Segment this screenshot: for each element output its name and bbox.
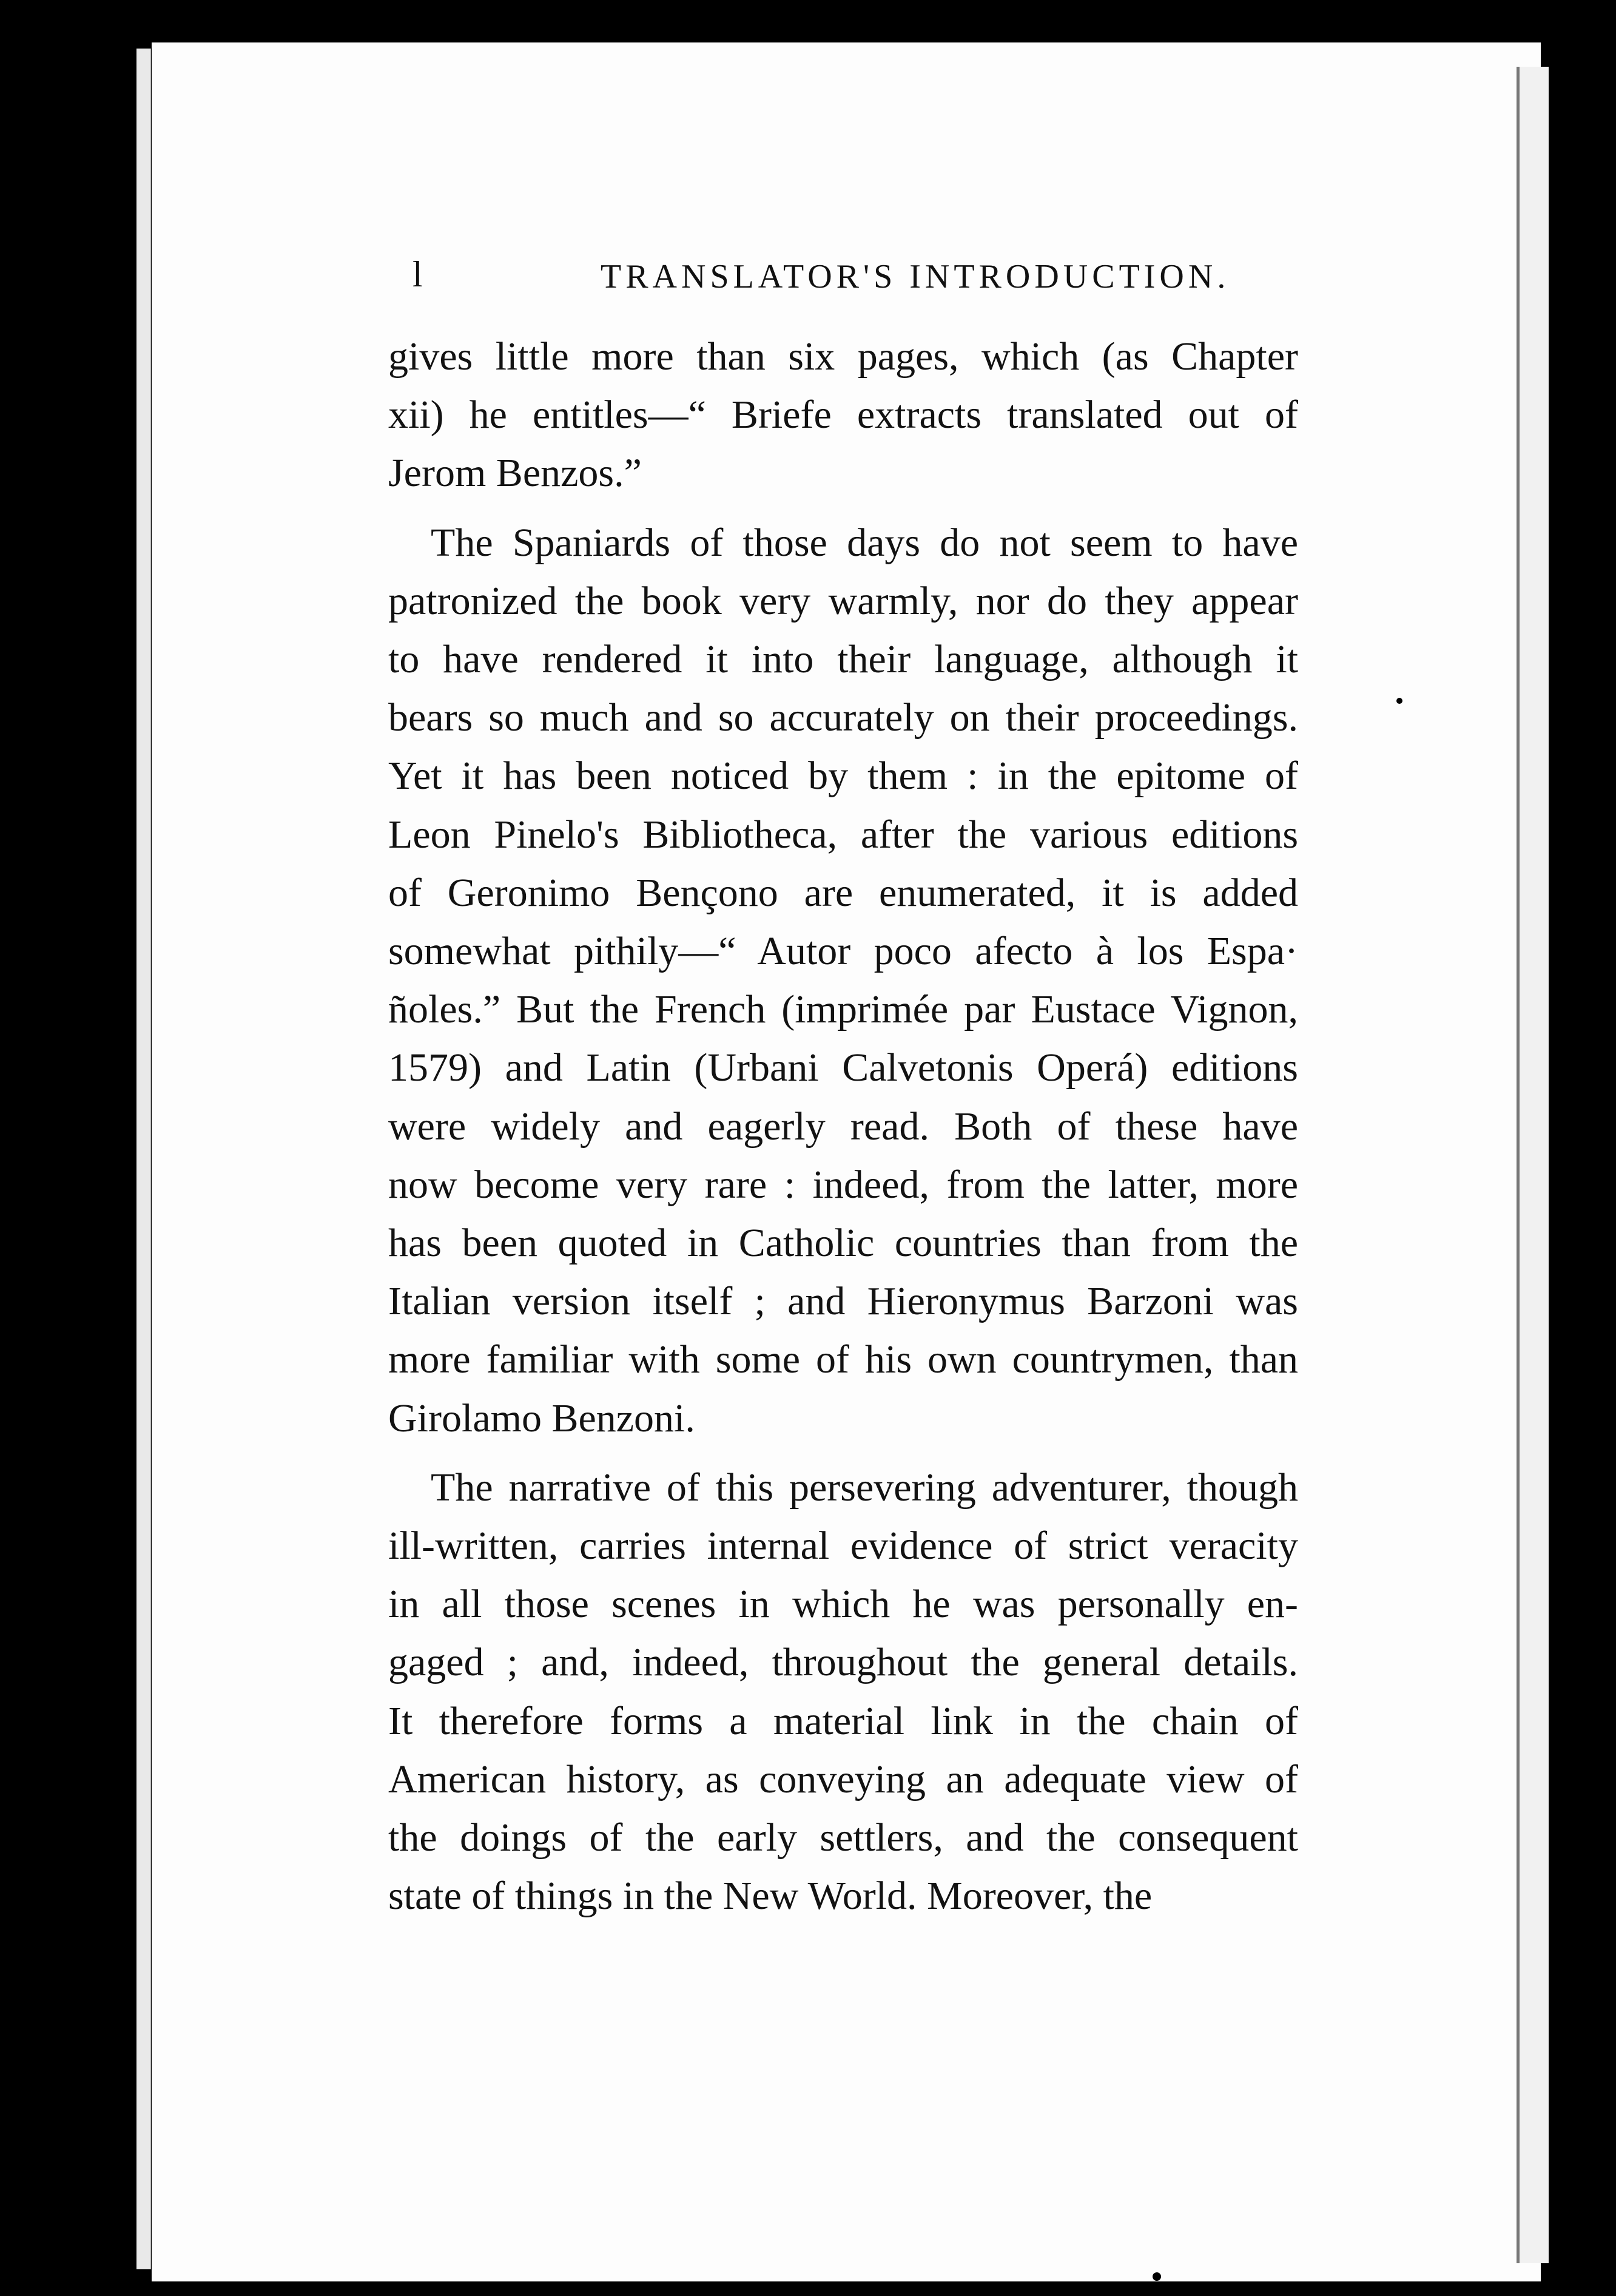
text-line: now become very rare : indeed, from the latter, more — [388, 1162, 1298, 1207]
text-line: Yet it has been noticed by them : in the epitome of — [388, 754, 1298, 799]
text-line: The narrative of this persevering adventurer, though — [431, 1465, 1298, 1510]
paragraph — [388, 328, 1298, 503]
text-line: has been quoted in Catholic countries than from the — [388, 1221, 1298, 1266]
text-line: Jerom Benzos.” — [388, 451, 642, 496]
text-line: were widely and eagerly read. Both of these have — [388, 1104, 1298, 1149]
text-line: to have rendered it into their language, although it — [388, 637, 1298, 682]
right-page-edge — [1517, 67, 1549, 2263]
paragraph — [388, 514, 1298, 1448]
text-line: ill-written, carries internal evidence of strict veracity — [388, 1524, 1298, 1568]
text-line: Girolamo Benzoni. — [388, 1396, 695, 1440]
text-line: American history, as conveying an adequate view of — [388, 1757, 1298, 1801]
text-line: state of things in the New World. Moreover, the — [388, 1874, 1153, 1919]
scan-border — [1553, 67, 1583, 2263]
text-line: The Spaniards of those days do not seem to have — [431, 520, 1298, 565]
page-number: l — [412, 254, 423, 294]
running-header — [0, 254, 1616, 302]
text-line: xii) he entitles—“ Briefe extracts translated out of — [388, 393, 1298, 437]
text-line: somewhat pithily—“ Autor poco afecto à los Espa· — [388, 929, 1298, 974]
left-page-edge — [136, 49, 151, 2269]
text-line: ñoles.” But the French (imprimée par Eustace Vignon, — [388, 987, 1298, 1032]
running-title: TRANSLATOR'S INTRODUCTION. — [601, 258, 1230, 295]
text-line: of Geronimo Bençono are enumerated, it is added — [388, 870, 1298, 915]
paragraph — [388, 1459, 1298, 1926]
body-text — [388, 328, 1298, 1936]
text-line: more familiar with some of his own countrymen, than — [388, 1337, 1298, 1382]
text-line: Leon Pinelo's Bibliotheca, after the various editions — [388, 812, 1298, 857]
text-line: bears so much and so accurately on their proceedings. — [388, 695, 1298, 740]
text-line: Italian version itself ; and Hieronymus Barzoni was — [388, 1279, 1298, 1324]
text-line: It therefore forms a material link in the chain of — [388, 1698, 1298, 1743]
text-line: gives little more than six pages, which (as Chapter — [388, 334, 1298, 379]
text-line: patronized the book very warmly, nor do they appear — [388, 578, 1298, 623]
text-line: 1579) and Latin (Urbani Calvetonis Operá) editions — [388, 1045, 1298, 1090]
text-line: in all those scenes in which he was personally en- — [388, 1582, 1298, 1627]
scan-speck — [1396, 698, 1402, 704]
scan-speck — [1153, 2272, 1161, 2281]
text-line: the doings of the early settlers, and the consequent — [388, 1815, 1298, 1860]
text-line: gaged ; and, indeed, throughout the general details. — [388, 1640, 1298, 1685]
